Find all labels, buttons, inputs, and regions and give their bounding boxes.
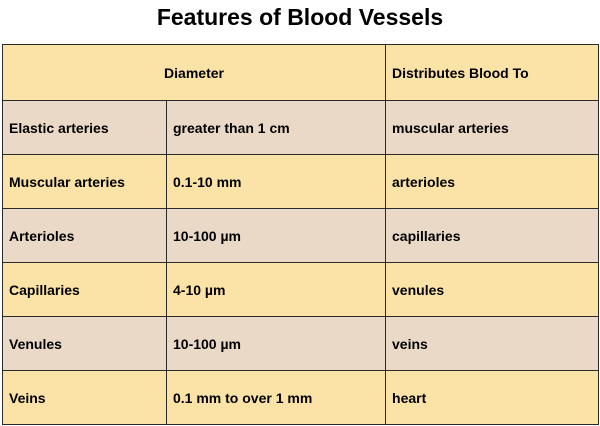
vessel-distributes-to: capillaries	[386, 209, 599, 263]
vessel-distributes-to: heart	[386, 371, 599, 425]
vessel-name: Elastic arteries	[3, 101, 167, 155]
vessel-name: Capillaries	[3, 263, 167, 317]
table-row	[3, 101, 599, 155]
vessel-diameter: 10-100 µm	[167, 317, 386, 371]
table-header-row	[3, 45, 599, 101]
vessel-diameter: 4-10 µm	[167, 263, 386, 317]
vessel-distributes-to: veins	[386, 317, 599, 371]
table-row	[3, 371, 599, 425]
vessel-distributes-to: arterioles	[386, 155, 599, 209]
vessel-diameter: 0.1 mm to over 1 mm	[167, 371, 386, 425]
page-title: Features of Blood Vessels	[156, 4, 444, 30]
table-row	[3, 155, 599, 209]
header-distributes-blood-to: Distributes Blood To	[386, 45, 599, 101]
vessel-name: Veins	[3, 371, 167, 425]
vessel-diameter: 10-100 µm	[167, 209, 386, 263]
vessel-name: Muscular arteries	[3, 155, 167, 209]
blood-vessel-table	[2, 44, 599, 425]
vessel-name: Venules	[3, 317, 167, 371]
vessel-diameter: 0.1-10 mm	[167, 155, 386, 209]
vessel-distributes-to: muscular arteries	[386, 101, 599, 155]
header-diameter: Diameter	[3, 45, 386, 101]
table-row	[3, 263, 599, 317]
table-row	[3, 209, 599, 263]
vessel-name: Arterioles	[3, 209, 167, 263]
table-row	[3, 317, 599, 371]
vessel-diameter: greater than 1 cm	[167, 101, 386, 155]
vessel-distributes-to: venules	[386, 263, 599, 317]
